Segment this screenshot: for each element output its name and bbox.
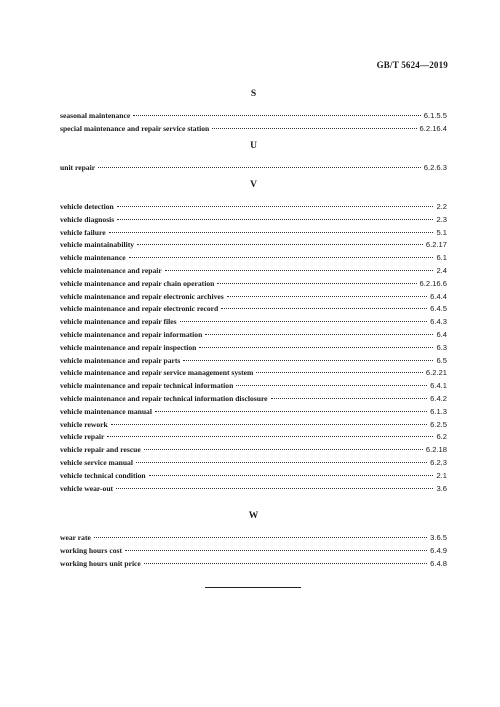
index-section-u [60,140,447,175]
index-entry [60,278,447,291]
index-term: unit repair [60,163,96,172]
clause-ref: 2.2 [436,202,447,211]
clause-ref: 3.6.5 [430,533,447,542]
dot-leader [183,359,433,361]
clause-ref: 6.4.8 [430,558,447,568]
dot-leader [221,307,427,309]
dot-leader [107,435,433,437]
dot-leader [205,333,433,335]
clause-ref: 6.4 [436,329,447,339]
dot-leader [165,269,434,271]
dot-leader [137,243,423,245]
dot-leader [217,282,416,284]
index-term: vehicle maintenance [60,253,126,263]
dot-leader [236,384,427,386]
index-entry [60,419,447,432]
dot-leader [212,127,416,129]
index-term: vehicle maintainability [60,240,135,250]
clause-ref: 6.1.3 [430,406,447,416]
index-entry [60,303,447,316]
index-term: vehicle maintenance and repair technical information disclosure [60,393,268,403]
clause-ref: 6.4.2 [430,393,447,403]
index-term: vehicle maintenance and repair electronic record [60,304,219,314]
index-term: vehicle rework [60,419,108,429]
index-entry [60,483,447,496]
dot-leader [98,166,421,168]
section-letter: S [250,89,257,99]
clause-ref: 6.2.6.3 [423,163,447,172]
index-entry [60,355,447,368]
index-term: wear rate [60,533,91,542]
index-term: vehicle repair [60,432,105,442]
document-code: GB/T 5624—2019 [376,60,448,70]
index-entry [60,558,447,571]
index-term: vehicle detection [60,202,114,211]
dot-leader [144,448,423,450]
section-letter: W [248,511,259,521]
index-term: vehicle technical condition [60,470,146,480]
index-entry [60,110,447,123]
index-term: vehicle maintenance manual [60,406,152,416]
index-term: vehicle maintenance and repair technical information [60,381,234,391]
clause-ref: 6.2.16.6 [419,278,447,288]
index-entry [60,457,447,470]
index-entry [60,291,447,304]
index-term: vehicle maintenance and repair service management system [60,368,254,378]
section-letter: U [250,141,257,151]
dot-leader [144,562,427,564]
index-entry [60,162,447,175]
dot-leader [180,320,428,322]
clause-ref: 6.4.3 [430,317,447,327]
clause-ref: 6.2.17 [425,240,447,250]
dot-leader [125,549,427,551]
section-letter: V [250,180,257,190]
dot-leader [111,423,427,425]
clause-ref: 6.1.5.5 [423,111,447,120]
index-section-w [60,510,447,570]
index-term: vehicle maintenance and repair information [60,329,203,339]
index-entry [60,545,447,558]
index-entry [60,342,447,355]
index-term: working hours unit price [60,558,141,568]
index-entry [60,380,447,393]
clause-ref: 2.1 [436,470,447,480]
index-entry [60,393,447,406]
clause-ref: 6.2 [436,432,447,442]
index-entry [60,227,447,240]
dot-leader [199,346,433,348]
clause-ref: 6.5 [436,355,447,365]
index-term: vehicle maintenance and repair [60,265,162,275]
dot-leader [155,410,427,412]
index-term: working hours cost [60,545,123,555]
index-entry [60,214,447,227]
dot-leader [136,461,427,463]
dot-leader [117,218,433,220]
index-term: seasonal maintenance [60,111,131,120]
index-term: special maintenance and repair service station [60,123,210,133]
dot-leader [271,397,428,399]
dot-leader [256,371,423,373]
index-entry [60,532,447,545]
index-entry [60,329,447,342]
index-entry [60,444,447,457]
index-entry [60,239,447,252]
index-entry [60,123,447,136]
clause-ref: 6.4.1 [430,381,447,391]
dot-leader [129,256,434,258]
clause-ref: 6.1 [436,253,447,263]
index-entry [60,265,447,278]
clause-ref: 3.6 [436,483,447,493]
index-entry [60,431,447,444]
index-term: vehicle maintenance and repair chain operation [60,278,215,288]
index-term: vehicle service manual [60,457,133,467]
clause-ref: 6.4.5 [430,304,447,314]
dot-leader [149,474,434,476]
index-section-v [60,179,447,495]
index-term: vehicle maintenance and repair inspection [60,342,197,352]
dot-leader [133,114,421,116]
clause-ref: 6.2.18 [425,445,447,455]
index-entry [60,316,447,329]
index-term: vehicle maintenance and repair electronic archives [60,291,224,301]
clause-ref: 6.4.9 [430,545,447,555]
clause-ref: 6.4.4 [430,291,447,301]
index-term: vehicle repair and rescue [60,445,141,455]
index-term: vehicle diagnosis [60,214,115,224]
dot-leader [109,231,434,233]
clause-ref: 6.2.21 [425,368,447,378]
index-term: vehicle failure [60,227,106,237]
index-entry [60,252,447,265]
index-entry [60,367,447,380]
dot-leader [117,205,434,207]
clause-ref: 6.2.16.4 [419,123,447,133]
dot-leader [227,295,427,297]
index-term: vehicle maintenance and repair files [60,317,177,327]
end-rule [205,587,301,588]
clause-ref: 5.1 [436,227,447,237]
index-entry [60,201,447,214]
clause-ref: 2.3 [436,214,447,224]
dot-leader [116,487,433,489]
clause-ref: 6.2.3 [430,457,447,467]
dot-leader [94,536,427,538]
index-entry [60,470,447,483]
clause-ref: 2.4 [436,265,447,275]
clause-ref: 6.3 [436,342,447,352]
index-term: vehicle maintenance and repair parts [60,355,181,365]
index-section-s [60,88,447,136]
clause-ref: 6.2.5 [430,419,447,429]
index-entry [60,406,447,419]
index-term: vehicle wear-out [60,483,114,493]
